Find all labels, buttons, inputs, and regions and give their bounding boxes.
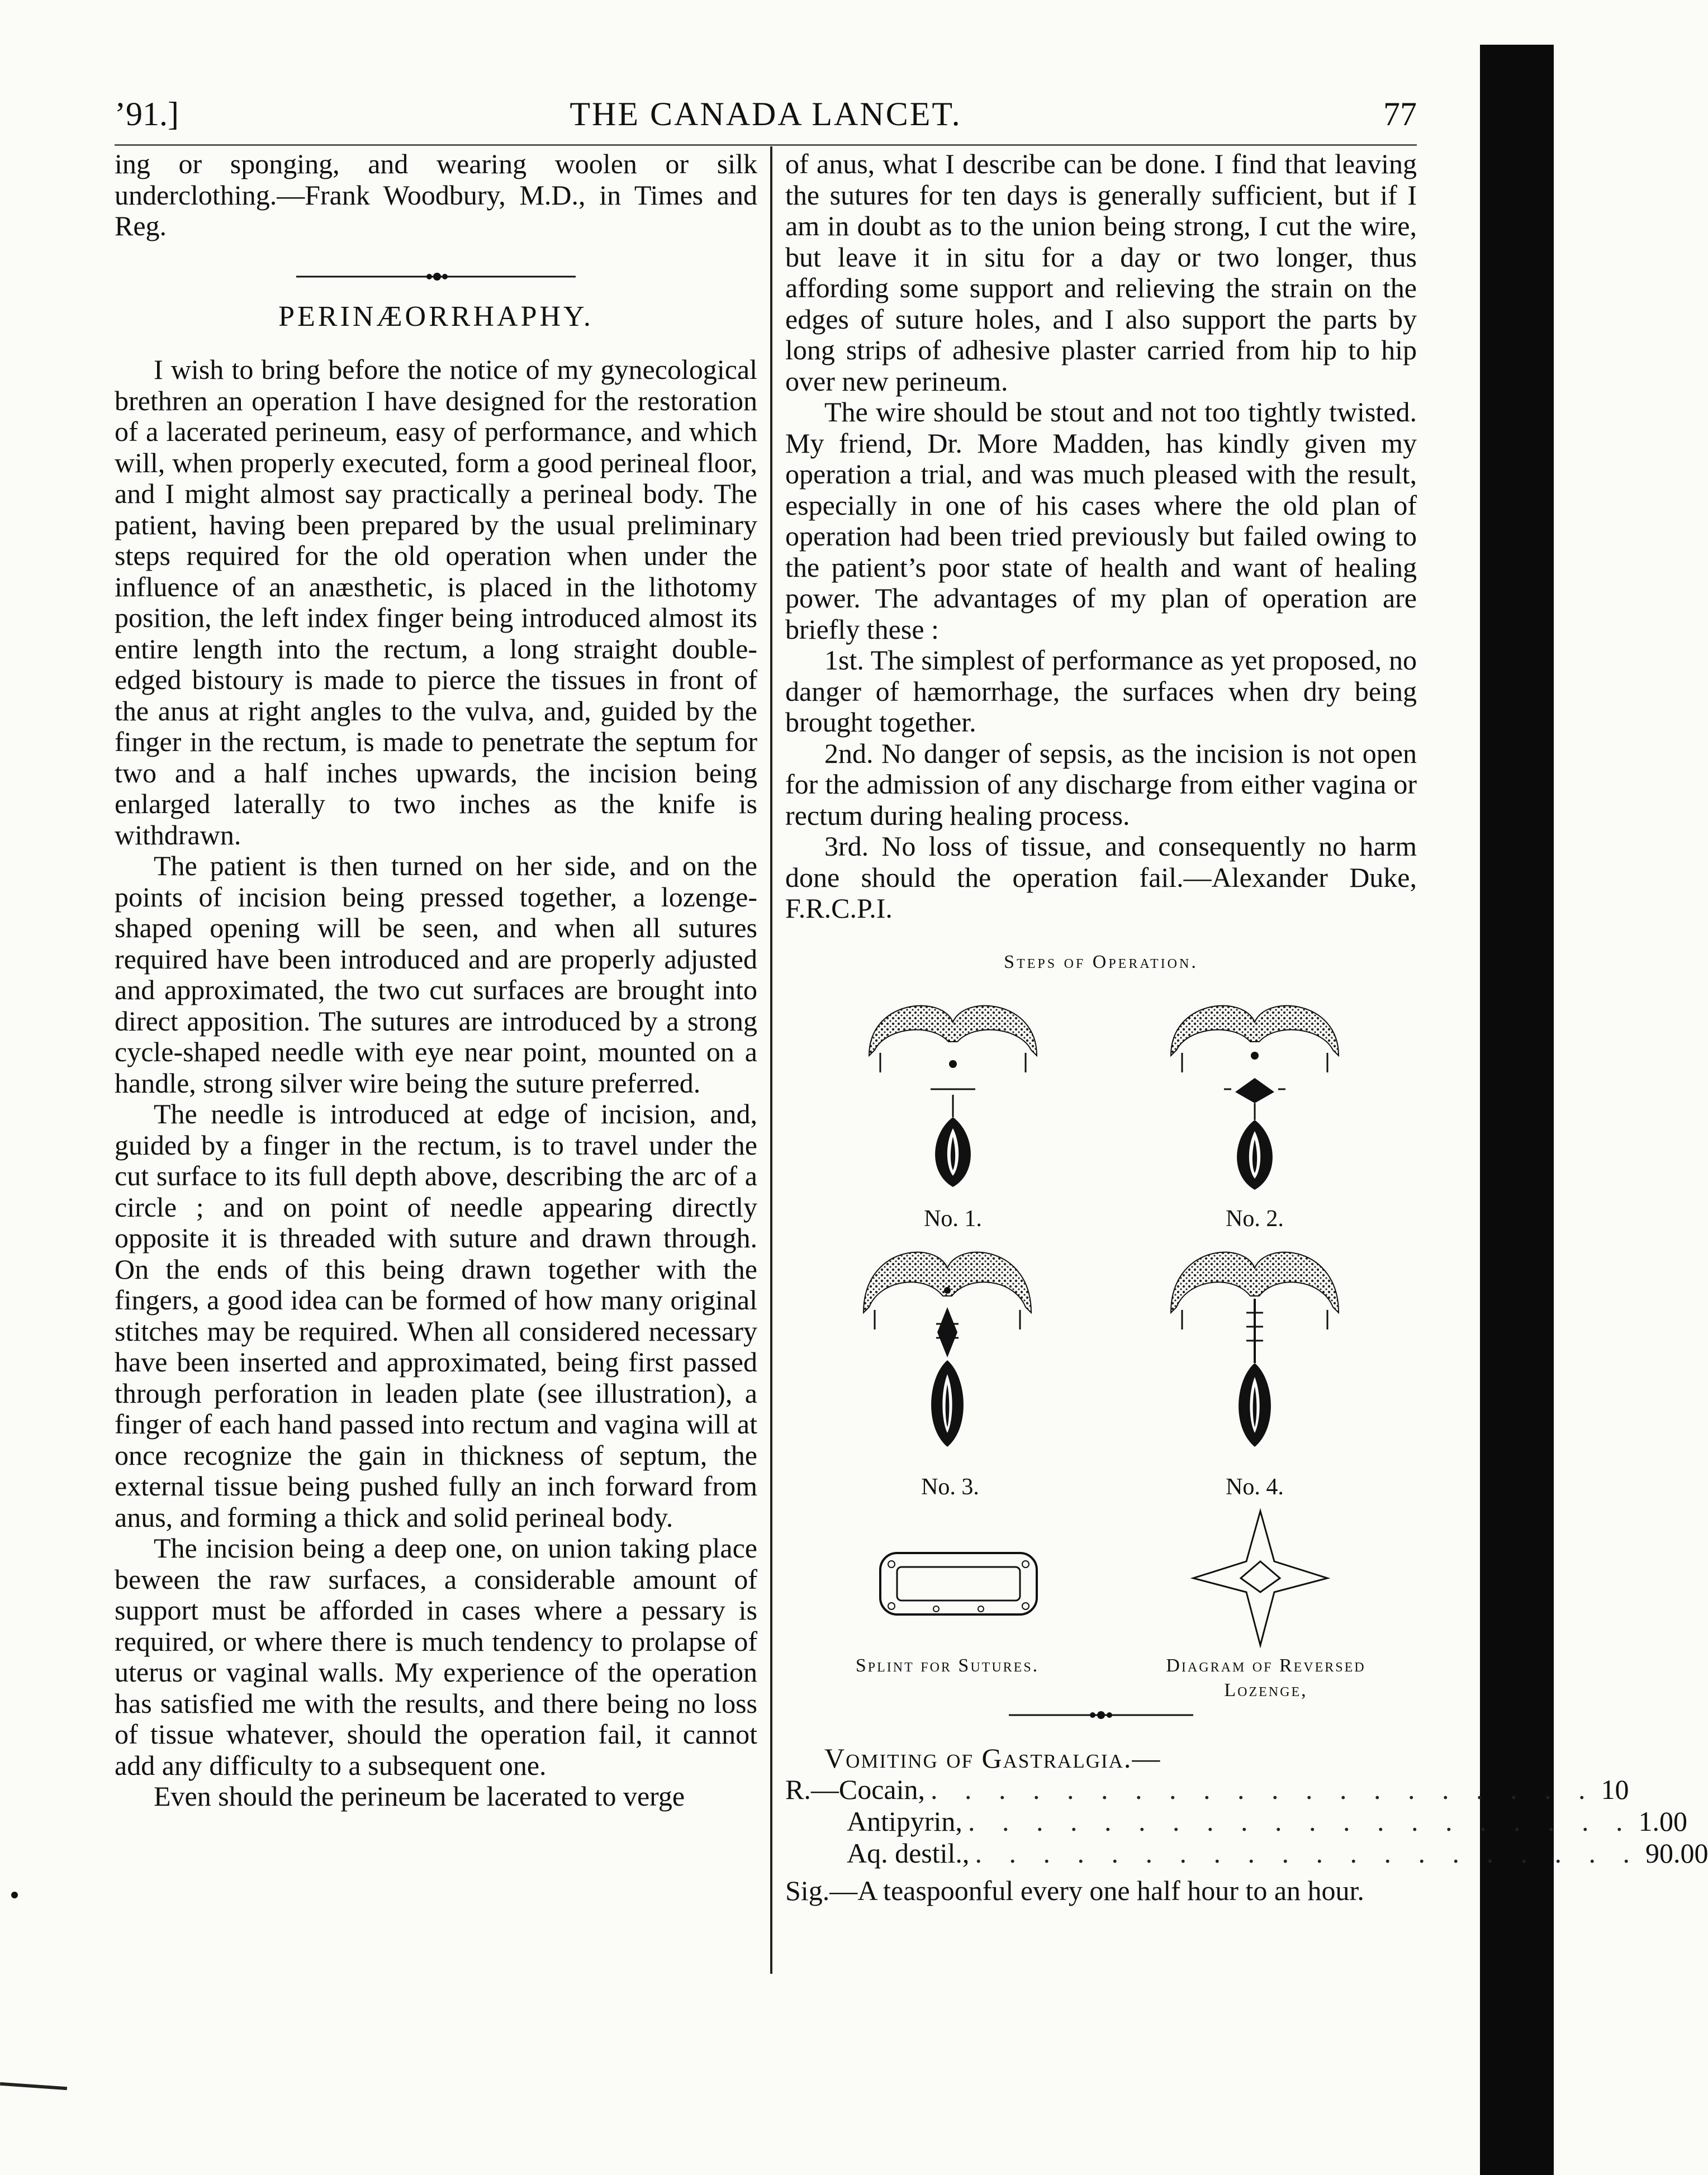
ingredient-quantity: 90.00 (1645, 1837, 1708, 1869)
page-number: 77 (1383, 96, 1417, 132)
figure-area (785, 983, 1417, 1701)
reversed-lozenge-diagram (1188, 1508, 1333, 1648)
paragraph: The wire should be stout and not too tightly twisted. My friend, Dr. More Madden, has kindly given my operation a trial, and was much pleased with the result, especially in one of his cases where the old plan of operation had been tried previously but failed owing to the patient’s poor state of health and want of healing power. The advantages of my plan of operation are briefly these : (785, 396, 1417, 645)
article-title: PERINÆORRHAPHY. (278, 300, 594, 333)
ingredient-quantity: 10 (1601, 1773, 1629, 1805)
recipe-row (785, 1837, 1708, 1870)
corner-smudge (0, 2082, 67, 2090)
paragraph: The needle is introduced at edge of incision, and, guided by a finger in the rectum, is to travel under the cut surface to its full depth above, describing the arc of a circle ; and on point of needle appearing directly opposite it is threaded with suture and drawn through. On the ends of this being drawn together with the fingers, a good idea can be formed of how many original stitches may be required. When all considered necessary have been inserted and approximated, being first passed through perforation in leaden plate (see illustration), a finger of each hand passed into rectum and vagina will at once recognize the gain in thickness of septum, the external tissue being pushed fully an inch forward from anus, and forming a thick and solid perineal body. (115, 1098, 757, 1533)
recipe-row (785, 1805, 1687, 1838)
recipe-block (785, 1742, 1708, 1906)
step-3-illustration (858, 1234, 1037, 1458)
paragraph: of anus, what I describe can be done. I find that leaving the sutures for ten days is generally sufficient, but if I am in doubt as to the union being strong, I cut the wire, but leave it in situ for a day or two longer, thus affording some support and relieving the strain on the edges of suture holes, and I also support the parts by long strips of adhesive plaster carried from hip to hip over new perineum. (785, 148, 1417, 397)
right-column (785, 148, 1708, 1906)
paragraph: 2nd. No danger of sepsis, as the incision is not open for the admission of any discharge from either vagina or rectum during healing process. (785, 737, 1417, 831)
step-2-label: No. 2. (1226, 1206, 1284, 1232)
ingredient-quantity: 1.00 (1638, 1805, 1687, 1837)
column-divider (770, 146, 772, 1974)
diagram-caption-line-2: Lozenge, (1224, 1680, 1308, 1701)
leader-dots: . . . . . . . . . . . . . . . . . . . . (930, 1773, 1596, 1805)
recipe-ornament (1009, 1709, 1193, 1721)
diagram-caption-line-1: Diagram of Reversed (1166, 1655, 1366, 1676)
paragraph: I wish to bring before the notice of my gynecological brethren an operation I have designed for the restoration of a lacerated perineum, easy of performance, and which will, when properly executed, form a good perineal floor, and I might almost say practically a perineal body. The patient, having been prepared by the usual preliminary steps required for the old operation when under the influence of an anæsthetic, is placed in the lithotomy position, the left index finger being introduced almost its entire length into the rectum, a long straight double-edged bistoury is made to pierce the tissues in front of the anus at right angles to the vulva, and, guided by the finger in the rectum, is made to penetrate the septum for two and a half inches upwards, the incision being enlarged laterally to two inches as the knife is withdrawn. (115, 354, 757, 851)
step-1-label: No. 1. (924, 1206, 982, 1232)
step-4-illustration (1165, 1234, 1344, 1458)
paragraph: 3rd. No loss of tissue, and consequently no harm done should the operation fail.—Alexander Duke, F.R.C.P.I. (785, 830, 1417, 924)
ingredient-name: Antipyrin, (847, 1805, 962, 1837)
volume-year: ’91.] (115, 96, 179, 132)
paragraph: Even should the perineum be lacerated to verge (154, 1780, 685, 1812)
step-2-illustration (1165, 989, 1344, 1195)
margin-mark (11, 1892, 18, 1898)
step-3-label: No. 3. (921, 1474, 979, 1500)
header-rule (115, 144, 1417, 146)
recipe-title: Vomiting of Gastralgia.— (824, 1742, 1161, 1774)
ingredient-name: Aq. destil., (847, 1837, 970, 1869)
splint-illustration (875, 1542, 1042, 1626)
journal-title: THE CANADA LANCET. (570, 96, 962, 132)
step-1-illustration (864, 989, 1042, 1195)
paragraph: 1st. The simplest of performance as yet proposed, no danger of hæmorrhage, the surfaces when dry being brought together. (785, 644, 1417, 738)
splint-caption: Splint for Sutures. (855, 1655, 1040, 1676)
step-4-label: No. 4. (1226, 1474, 1284, 1500)
left-column (115, 149, 757, 1812)
continuation-text: ing or sponging, and wearing woolen or silk underclothing.—Frank Woodbury, M.D., in Times and Reg. (115, 148, 757, 241)
recipe-row (785, 1773, 1629, 1806)
figure-title: Steps of Operation. (1004, 951, 1198, 972)
section-ornament (296, 271, 576, 282)
paragraph: The incision being a deep one, on union taking place beween the raw surfaces, a considerable amount of support must be afforded in cases where a pessary is required, or where there is much tendency to prolapse of uterus or vaginal walls. My experience of the operation has satisfied me with the results, and there being no loss of tissue whatever, should the operation fail, it cannot add any difficulty to a subsequent one. (115, 1532, 757, 1781)
recipe-signature: Sig.—A teaspoonful every one half hour to an hour. (785, 1874, 1364, 1906)
leader-dots: . . . . . . . . . . . . . . . . . . . . (975, 1837, 1640, 1869)
paragraph: The patient is then turned on her side, and on the points of incision being pressed together, a lozenge-shaped opening will be seen, and when all sutures required have been introduced and are properly adjusted and approximated, the two cut surfaces are brought into direct apposition. The sutures are introduced by a strong cycle-shaped needle with eye near point, mounted on a handle, strong silver wire being the suture preferred. (115, 850, 757, 1099)
page-header (115, 84, 1417, 140)
ingredient-name: R.—Cocain, (785, 1773, 925, 1805)
diagram-caption (1098, 1654, 1434, 1703)
leader-dots: . . . . . . . . . . . . . . . . . . . . (967, 1805, 1633, 1837)
